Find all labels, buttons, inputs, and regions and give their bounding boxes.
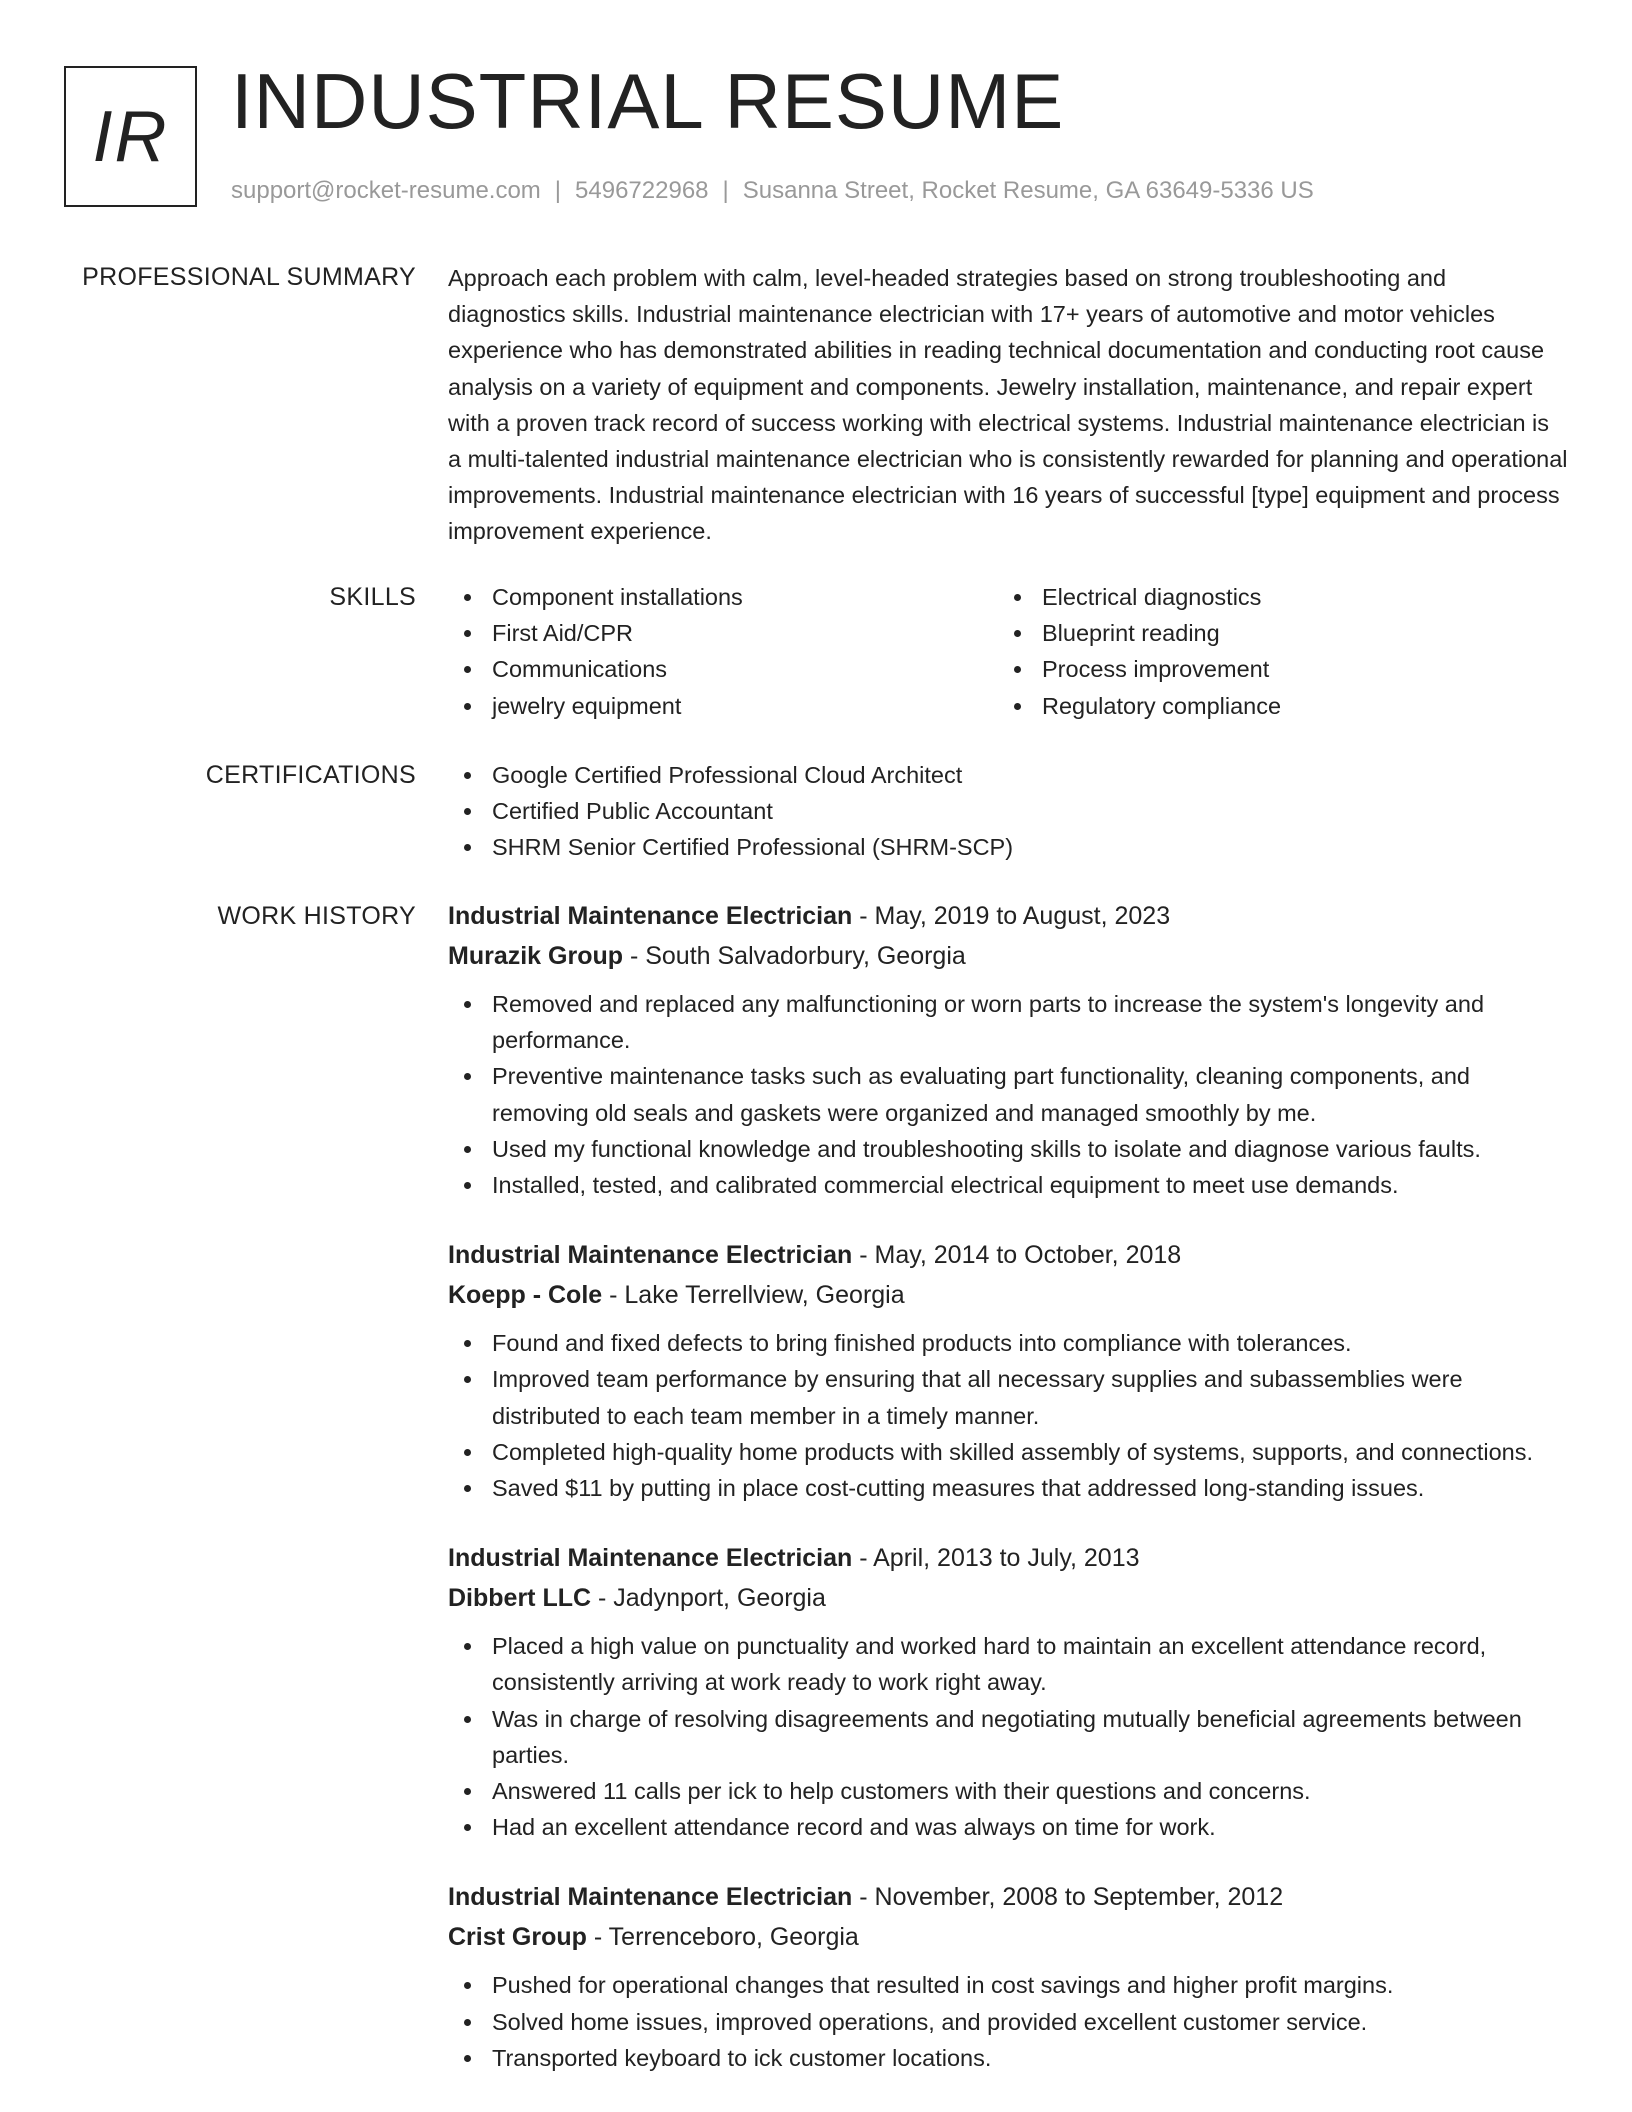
job-bullet: Installed, tested, and calibrated commercial electrical equipment to meet use demands. bbox=[448, 1167, 1568, 1203]
job-location: - South Salvadorbury, Georgia bbox=[623, 942, 966, 970]
section-label-work-history: WORK HISTORY bbox=[217, 902, 416, 930]
skill-item: Blueprint reading bbox=[998, 615, 1548, 651]
job-dates: - May, 2019 to August, 2023 bbox=[852, 902, 1171, 930]
section-label-summary: PROFESSIONAL SUMMARY bbox=[82, 263, 416, 291]
job-bullet: Had an excellent attendance record and was always on time for work. bbox=[448, 1809, 1568, 1845]
job-bullets bbox=[448, 986, 1568, 1203]
resume-title: INDUSTRIAL RESUME bbox=[231, 57, 1065, 145]
job-bullet: Answered 11 calls per ick to help customers with their questions and concerns. bbox=[448, 1773, 1568, 1809]
job-location: - Jadynport, Georgia bbox=[591, 1584, 826, 1613]
job-entry bbox=[448, 1538, 1568, 1845]
job-bullet: Saved $11 by putting in place cost-cutting measures that addressed long-standing issues. bbox=[448, 1470, 1568, 1506]
job-bullet: Placed a high value on punctuality and worked hard to maintain an excellent attendance record, consistently arriving at work ready to work right away. bbox=[448, 1628, 1568, 1700]
job-title: Industrial Maintenance Electrician bbox=[448, 1883, 853, 1912]
job-company: Dibbert LLC bbox=[448, 1584, 592, 1613]
job-bullet: Found and fixed defects to bring finished products into compliance with tolerances. bbox=[448, 1325, 1568, 1361]
job-company-line bbox=[448, 1917, 1568, 1957]
job-dates: - April, 2013 to July, 2013 bbox=[852, 1544, 1140, 1573]
job-bullet: Pushed for operational changes that resulted in cost savings and higher profit margins. bbox=[448, 1967, 1568, 2003]
certifications-body bbox=[448, 757, 1568, 866]
certification-item: SHRM Senior Certified Professional (SHRM-SCP) bbox=[448, 829, 1568, 865]
job-company: Murazik Group bbox=[448, 942, 624, 970]
job-location: - Lake Terrellview, Georgia bbox=[602, 1281, 905, 1310]
job-title-line bbox=[448, 1538, 1568, 1578]
work-history-body bbox=[448, 896, 1568, 2108]
contact-email: support@rocket-resume.com bbox=[231, 177, 541, 204]
section-label-skills: SKILLS bbox=[329, 583, 416, 611]
job-bullet: Was in charge of resolving disagreements and negotiating mutually beneficial agreements between parties. bbox=[448, 1701, 1568, 1773]
job-dates: - November, 2008 to September, 2012 bbox=[852, 1883, 1284, 1912]
contact-line bbox=[231, 174, 1314, 208]
skill-item: Component installations bbox=[448, 579, 998, 615]
job-company-line bbox=[448, 1578, 1568, 1618]
job-title: Industrial Maintenance Electrician bbox=[448, 1544, 853, 1573]
job-bullets bbox=[448, 1628, 1568, 1845]
job-bullet: Preventive maintenance tasks such as evaluating part functionality, cleaning components, and removing old seals and gaskets were organized and managed smoothly by me. bbox=[448, 1058, 1568, 1130]
job-company-line bbox=[448, 936, 1568, 976]
job-bullet: Improved team performance by ensuring that all necessary supplies and subassemblies were distributed to each team member in a timely manner. bbox=[448, 1361, 1568, 1433]
skills-body bbox=[448, 579, 1568, 724]
job-title-line bbox=[448, 1235, 1568, 1275]
summary-body bbox=[448, 260, 1568, 550]
job-title-line bbox=[448, 1877, 1568, 1917]
monogram-logo: IR bbox=[64, 66, 197, 207]
certification-item: Certified Public Accountant bbox=[448, 793, 1568, 829]
job-dates: - May, 2014 to October, 2018 bbox=[852, 1241, 1182, 1270]
skill-item: First Aid/CPR bbox=[448, 615, 998, 651]
job-title: Industrial Maintenance Electrician bbox=[448, 902, 853, 930]
certification-item: Google Certified Professional Cloud Architect bbox=[448, 757, 1568, 793]
job-title-line bbox=[448, 896, 1568, 936]
job-bullet: Removed and replaced any malfunctioning or worn parts to increase the system's longevity and performance. bbox=[448, 986, 1568, 1058]
contact-phone: 5496722968 bbox=[575, 177, 709, 204]
job-bullet: Used my functional knowledge and troubleshooting skills to isolate and diagnose various faults. bbox=[448, 1131, 1568, 1167]
skill-item: Regulatory compliance bbox=[998, 688, 1548, 724]
job-bullet: Transported keyboard to ick customer locations. bbox=[448, 2040, 1568, 2076]
skill-item: Electrical diagnostics bbox=[998, 579, 1548, 615]
job-company-line bbox=[448, 1275, 1568, 1315]
job-bullets bbox=[448, 1325, 1568, 1506]
skill-item: Communications bbox=[448, 651, 998, 687]
job-entry bbox=[448, 1877, 1568, 2076]
skills-list-left bbox=[448, 579, 998, 724]
section-label-certifications: CERTIFICATIONS bbox=[205, 761, 416, 789]
job-bullets bbox=[448, 1967, 1568, 2076]
skills-list-right bbox=[998, 579, 1548, 724]
skill-item: jewelry equipment bbox=[448, 688, 998, 724]
job-location: - Terrenceboro, Georgia bbox=[586, 1923, 859, 1952]
job-entry bbox=[448, 1235, 1568, 1506]
summary-text: Approach each problem with calm, level-headed strategies based on strong troubleshooting and diagnostics skills. Industrial maintenance electrician with 17+ years of automotive and motor vehicles experience who has demonstrated abilities in reading technical documentation and conducting root cause analysis on a variety of equipment and components. Jewelry installation, maintenance, and repair expert with a proven track record of success working with electrical systems. Industrial maintenance electrician is a multi-talented industrial maintenance electrician who is consistently rewarded for planning and operational improvements. Industrial maintenance electrician with 16 years of successful [type] equipment and process improvement experience. bbox=[448, 265, 1568, 545]
certifications-list bbox=[448, 757, 1568, 866]
contact-address: Susanna Street, Rocket Resume, GA 63649-5336 US bbox=[742, 177, 1314, 204]
job-bullet: Solved home issues, improved operations, and provided excellent customer service. bbox=[448, 2004, 1568, 2040]
contact-separator: | bbox=[722, 177, 729, 204]
job-company: Crist Group bbox=[448, 1923, 587, 1952]
job-title: Industrial Maintenance Electrician bbox=[448, 1241, 853, 1270]
contact-separator: | bbox=[554, 177, 562, 204]
job-company: Koepp - Cole bbox=[448, 1281, 603, 1310]
job-entry bbox=[448, 896, 1568, 1203]
job-bullet: Completed high-quality home products with skilled assembly of systems, supports, and connections. bbox=[448, 1434, 1568, 1470]
skill-item: Process improvement bbox=[998, 651, 1548, 687]
